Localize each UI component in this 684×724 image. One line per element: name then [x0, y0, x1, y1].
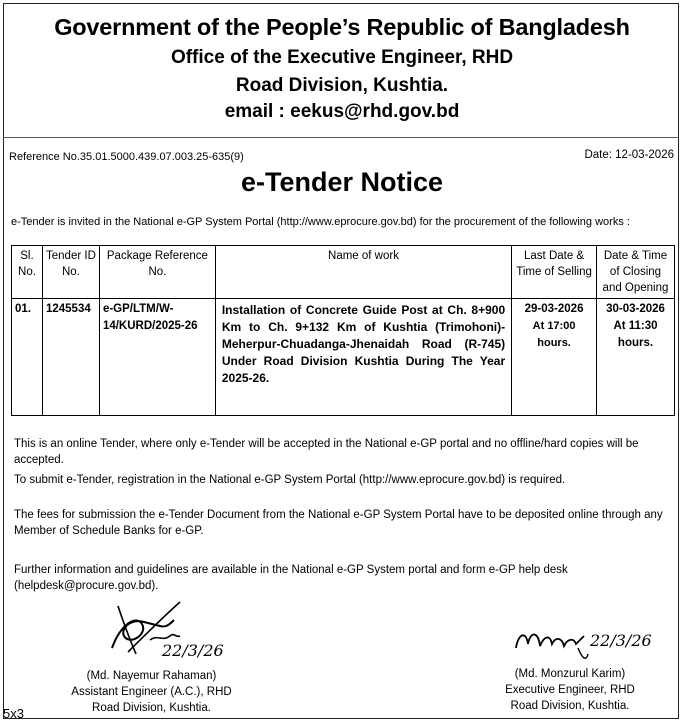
- closing-date-value: 30-03-2026: [606, 303, 665, 315]
- paragraph-further-info: Further information and guidelines are available in the National e-GP System portal and form e-GP help desk (helpdesk@procure.gov.bd).: [14, 564, 568, 592]
- cell-sl: 01.: [12, 299, 43, 416]
- cell-last-date: [512, 299, 597, 416]
- signature-left-date: 22/3/26: [162, 641, 224, 660]
- cell-work: Installation of Concrete Guide Post at Ch. 8+900 Km to Ch. 9+132 Km of Kushtia (Trimohoni)- Meherpur-Chuadanga-Jhenaidah Road (R-745) Under Road Division Kushtia During The Year 2025-26.: [215, 299, 511, 416]
- tender-table: [11, 245, 675, 416]
- paragraph-online-tender: This is an online Tender, where only e-Tender will be accepted in the National e-GP portal and no offline/hard copies will be accepted.: [14, 438, 639, 466]
- table-row: [12, 299, 675, 416]
- notice-title: e-Tender Notice: [240, 167, 444, 197]
- office-heading: Office of the Executive Engineer, RHD: [170, 47, 514, 68]
- col-header-closing: Date & Time of Closing and Opening: [596, 246, 674, 299]
- closing-time-value: At 11:30 hours.: [613, 320, 658, 349]
- signatory-left-designation: Assistant Engineer (A.C.), RHD: [71, 686, 232, 698]
- ad-size-label: 5x3: [3, 706, 24, 721]
- signatory-right: [490, 666, 650, 714]
- signatory-left-name: (Md. Nayemur Rahaman): [86, 670, 217, 682]
- signature-right-image: [508, 608, 658, 668]
- paragraph-fees: The fees for submission the e-Tender Document from the National e-GP System Portal have to be deposited online through any Member of Schedule Banks for e-GP.: [14, 509, 663, 537]
- col-header-last-date: Last Date & Time of Selling: [512, 246, 597, 299]
- table-header-row: [12, 246, 675, 299]
- government-heading: Government of the People’s Republic of Bangladesh: [54, 14, 630, 40]
- cell-package: e-GP/LTM/W-14/KURD/2025-26: [99, 299, 215, 416]
- last-time-value: At 17:00 hours.: [532, 320, 576, 349]
- col-header-tender-id: Tender ID No.: [42, 246, 99, 299]
- signature-left-image: [100, 596, 230, 668]
- signatory-right-designation: Executive Engineer, RHD: [505, 684, 635, 696]
- col-header-sl: Sl. No.: [12, 246, 43, 299]
- cell-tender-id: 1245534: [42, 299, 99, 416]
- cell-closing: [596, 299, 674, 416]
- notice-date: Date: 12-03-2026: [584, 149, 674, 161]
- intro-text: e-Tender is invited in the National e-GP System Portal (http://www.eprocure.gov.bd) for the procurement of the following works :: [11, 216, 630, 228]
- reference-number: Reference No.35.01.5000.439.07.003.25-635(9): [9, 151, 244, 163]
- signature-right-date: 22/3/26: [590, 631, 652, 650]
- paragraph-registration: To submit e-Tender, registration in the National e-GP System Portal (http://www.eprocure.gov.bd) is required.: [14, 474, 566, 486]
- signatory-left-office: Road Division, Kushtia.: [92, 702, 211, 714]
- division-heading: Road Division, Kushtia.: [235, 75, 449, 96]
- last-date-value: 29-03-2026: [524, 303, 584, 315]
- signatory-left: [64, 668, 239, 716]
- col-header-work: Name of work: [215, 246, 511, 299]
- col-header-package: Package Reference No.: [99, 246, 215, 299]
- signatory-right-office: Road Division, Kushtia.: [510, 700, 630, 712]
- signatory-right-name: (Md. Monzurul Karim): [514, 668, 626, 680]
- email-heading: email : eekus@rhd.gov.bd: [224, 101, 460, 122]
- header-divider: [3, 137, 679, 138]
